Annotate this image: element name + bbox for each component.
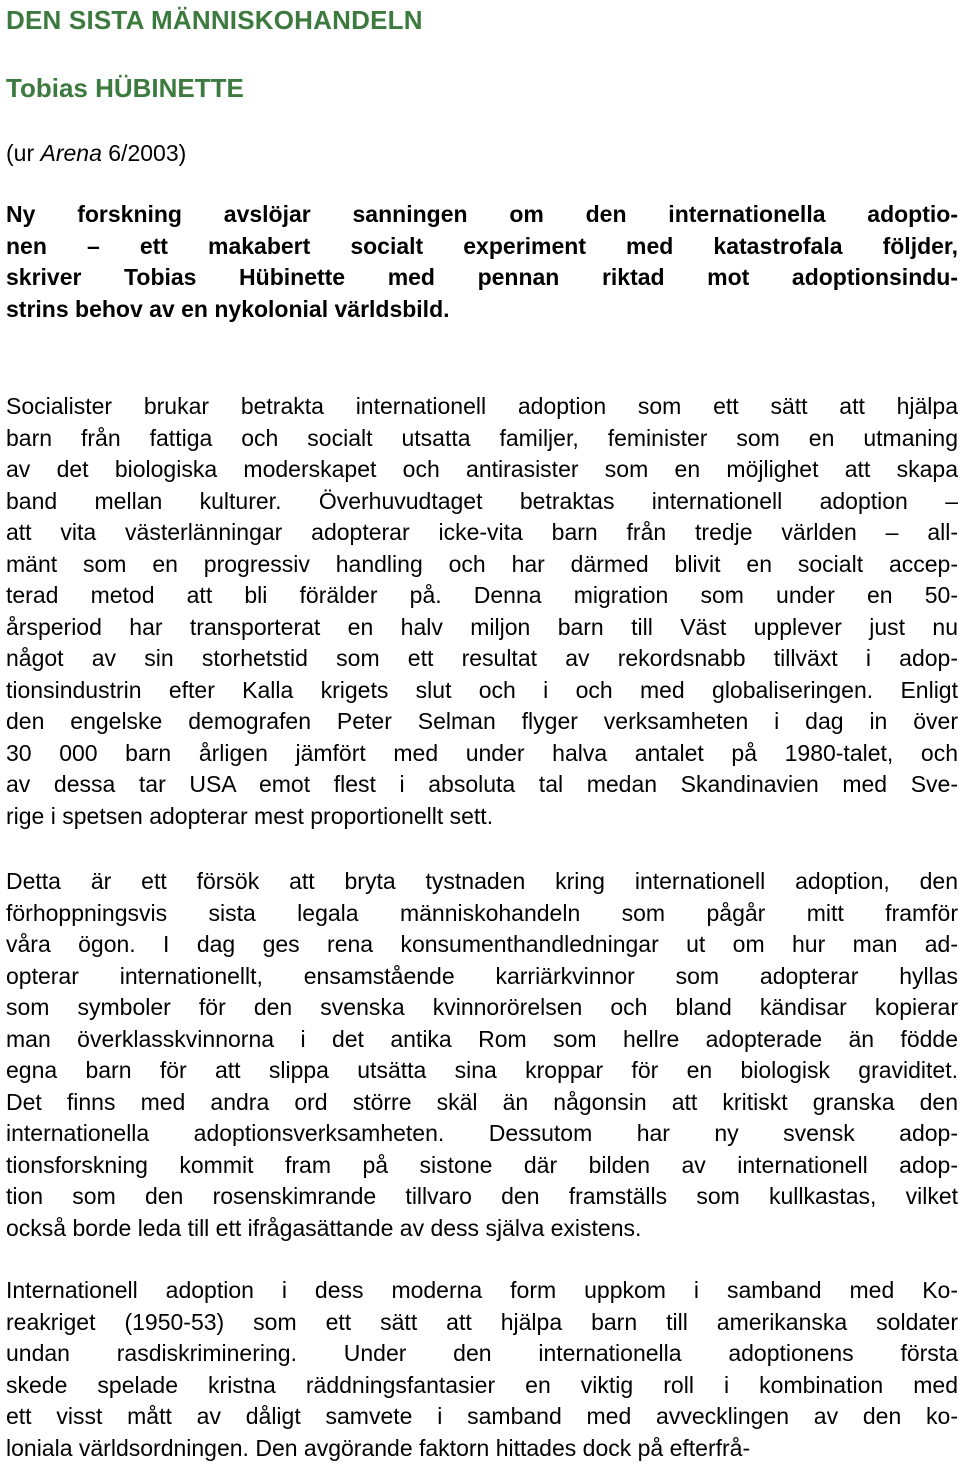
source-suffix: 6/2003) [101, 140, 187, 166]
text-line: 30 000 barn årligen jämfört med under halva antalet på 1980-talet, och [6, 739, 958, 766]
article-lead [6, 199, 958, 325]
text-line: som symboler för den svenska kvinnorörelsen och bland kändisar kopierar [6, 994, 958, 1020]
text-line: årsperiod har transporterat en halv miljon barn till Väst upplever just nu [6, 613, 958, 640]
article-title: DEN SISTA MÄNNISKOHANDELN [6, 5, 423, 35]
text-line: internationella adoptionsverksamheten. Dessutom har ny svensk adop- [6, 1120, 958, 1146]
text-line: loniala världsordningen. Den avgörande faktorn hittades dock på efterfrå- [6, 1434, 751, 1461]
text-line: mänt som en progressiv handling och har därmed blivit en socialt accep- [6, 550, 958, 577]
text-line: reakriget (1950-53) som ett sätt att hjälpa barn till amerikanska soldater [6, 1308, 958, 1335]
text-line: tion som den rosenskimrande tillvaro den framställs som kullkastas, vilket [6, 1183, 958, 1209]
text-line: nen – ett makabert socialt experiment med katastrofala följder, [6, 232, 958, 259]
text-line: Detta är ett försök att bryta tystnaden kring internationell adoption, den [6, 868, 958, 894]
text-line: strins behov av en nykolonial världsbild. [6, 295, 450, 322]
text-line: skriver Tobias Hübinette med pennan riktad mot adoptionsindu- [6, 264, 958, 290]
text-line: Socialister brukar betrakta internationell adoption som ett sätt att hjälpa [6, 393, 958, 419]
text-line: att vita västerlänningar adopterar icke-vita barn från tredje världen – all- [6, 519, 958, 545]
text-line: rige i spetsen adopterar mest proportionellt sett. [6, 802, 494, 829]
article-source [6, 140, 186, 167]
text-line: av det biologiska moderskapet och antirasister som en möjlighet att skapa [6, 456, 958, 482]
text-line: Det finns med andra ord större skäl än någonsin att kritiskt granska den [6, 1088, 958, 1115]
text-line: opterar internationellt, ensamstående karriärkvinnor som adopterar hyllas [6, 962, 958, 989]
text-line: terad metod att bli förälder på. Denna migration som under en 50- [6, 582, 958, 608]
text-line: också borde leda till ett ifrågasättande av dess själva existens. [6, 1214, 642, 1241]
paragraph-3 [6, 1275, 958, 1464]
paragraph-1 [6, 391, 958, 832]
article-author: Tobias HÜBINETTE [6, 73, 244, 103]
text-line: tionsindustrin efter Kalla krigets slut och i och med globaliseringen. Enligt [6, 676, 958, 703]
text-line: barn från fattiga och socialt utsatta familjer, feminister som en utmaning [6, 424, 958, 451]
text-line: ett visst mått av dåligt samvete i samband med avvecklingen av den ko- [6, 1403, 958, 1429]
text-line: av dessa tar USA emot flest i absoluta tal medan Skandinavien med Sve- [6, 771, 958, 797]
source-publication: Arena [40, 140, 102, 166]
text-line: band mellan kulturer. Överhuvudtaget betraktas internationell adoption – [6, 487, 958, 514]
text-line: skede spelade kristna räddningsfantasier en viktig roll i kombination med [6, 1371, 958, 1398]
text-line: Internationell adoption i dess moderna form uppkom i samband med Ko- [6, 1277, 958, 1303]
text-line: våra ögon. I dag ges rena konsumenthandledningar ut om hur man ad- [6, 931, 958, 957]
text-line: man överklasskvinnorna i det antika Rom som hellre adopterade än födde [6, 1025, 958, 1052]
text-line: den engelske demografen Peter Selman flyger verksamheten i dag in över [6, 708, 958, 734]
text-line: något av sin storhetstid som ett resultat av rekordsnabb tillväxt i adop- [6, 645, 958, 671]
text-line: egna barn för att slippa utsätta sina kroppar för en biologisk graviditet. [6, 1057, 958, 1083]
text-line: tionsforskning kommit fram på sistone där bilden av internationell adop- [6, 1151, 958, 1178]
text-line: Ny forskning avslöjar sanningen om den internationella adoptio- [6, 201, 958, 227]
source-prefix: (ur [6, 140, 41, 166]
text-line: undan rasdiskriminering. Under den internationella adoptionens första [6, 1340, 958, 1366]
text-line: förhoppningsvis sista legala människohandeln som pågår mitt framför [6, 899, 958, 926]
paragraph-2 [6, 866, 958, 1244]
